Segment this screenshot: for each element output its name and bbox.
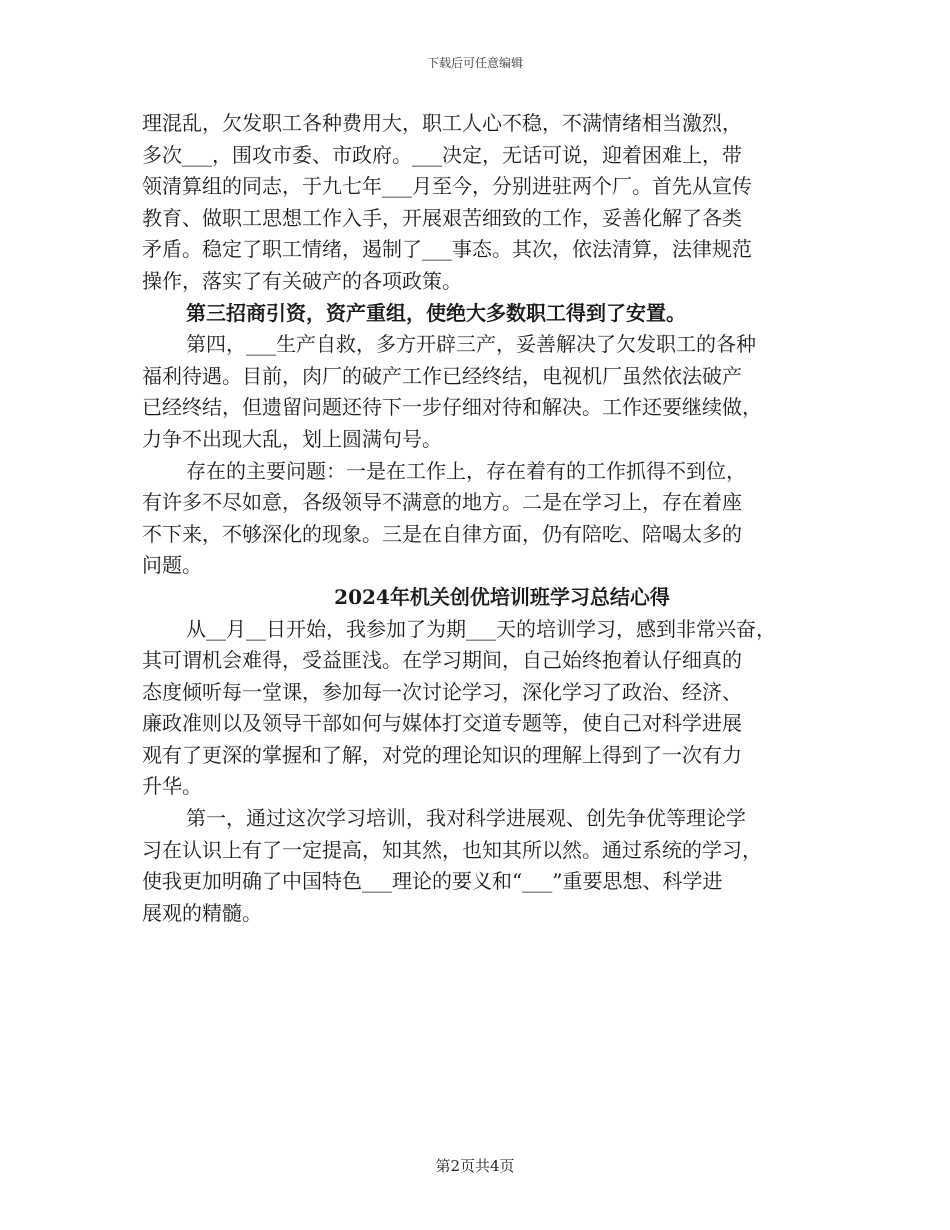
text-line: 力争不出现大乱，划上圆满句号。 [142, 426, 442, 451]
text-line: 第三招商引资，资产重组，使绝大多数职工得到了安置。 [186, 300, 686, 325]
paragraph-2-bold [142, 298, 822, 330]
text-line: 问题。 [142, 553, 202, 578]
text-line: 从__月__日开始，我参加了为期___天的培训学习，感到非常兴奋， [186, 616, 776, 641]
text-line: 有许多不尽如意，各级领导不满意的地方。二是在学习上，存在着座 [142, 490, 742, 515]
text-line: 观有了更深的掌握和了解，对党的理论知识的理解上得到了一次有力 [142, 742, 742, 767]
text-line: 第一，通过这次学习培训，我对科学进展观、创先争优等理论学 [186, 806, 746, 831]
text-line: 升华。 [142, 774, 202, 799]
text-line: 教育、做职工思想工作入手，开展艰苦细致的工作，妥善化解了各类 [142, 205, 742, 230]
text-line: 存在的主要问题：一是在工作上，存在着有的工作抓得不到位， [186, 458, 746, 483]
text-line: 矛盾。稳定了职工情绪，遏制了___事态。其次，依法清算，法律规范 [142, 237, 752, 262]
text-line: 不下来，不够深化的现象。三是在自律方面，仍有陪吃、陪喝太多的 [142, 521, 742, 546]
text-line: 领清算组的同志，于九七年___月至今，分别进驻两个厂。首先从宣传 [142, 174, 752, 199]
section-title: 2024年机关创优培训班学习总结心得 [334, 584, 670, 609]
text-line: 福利待遇。目前，肉厂的破产工作已经终结，电视机厂虽然依法破产 [142, 363, 742, 388]
paragraph-6 [142, 803, 822, 929]
paragraph-5 [142, 614, 822, 804]
page-number: 第2页共4页 [435, 1157, 515, 1175]
text-line: 其可谓机会难得，受益匪浅。在学习期间，自己始终抱着认仔细真的 [142, 648, 742, 673]
text-line: 廉政准则以及领导干部如何与媒体打交道专题等，使自己对科学进展 [142, 711, 742, 736]
paragraph-1 [142, 108, 822, 298]
document-body [142, 108, 822, 929]
text-line: 展观的精髓。 [142, 900, 262, 925]
text-line: 多次___，围攻市委、市政府。___决定，无话可说，迎着困难上，带 [142, 142, 742, 167]
text-line: 已经终结，但遗留问题还待下一步仔细对待和解决。工作还要继续做， [142, 395, 762, 420]
text-line: 理混乱，欠发职工各种费用大，职工人心不稳，不满情绪相当激烈， [142, 111, 742, 135]
page-header-note: 下载后可任意编辑 [426, 56, 523, 70]
text-line: 第四，___生产自救，多方开辟三产，妥善解决了欠发职工的各种 [186, 332, 756, 357]
paragraph-4 [142, 456, 822, 582]
text-line: 态度倾听每一堂课，参加每一次讨论学习，深化学习了政治、经济、 [142, 679, 742, 704]
text-line: 习在认识上有了一定提高，知其然，也知其所以然。通过系统的学习， [142, 837, 762, 862]
text-line: 使我更加明确了中国特色___理论的要义和“___”重要思想、科学进 [142, 869, 723, 894]
paragraph-3 [142, 329, 822, 455]
text-line: 操作，落实了有关破产的各项政策。 [142, 268, 462, 293]
